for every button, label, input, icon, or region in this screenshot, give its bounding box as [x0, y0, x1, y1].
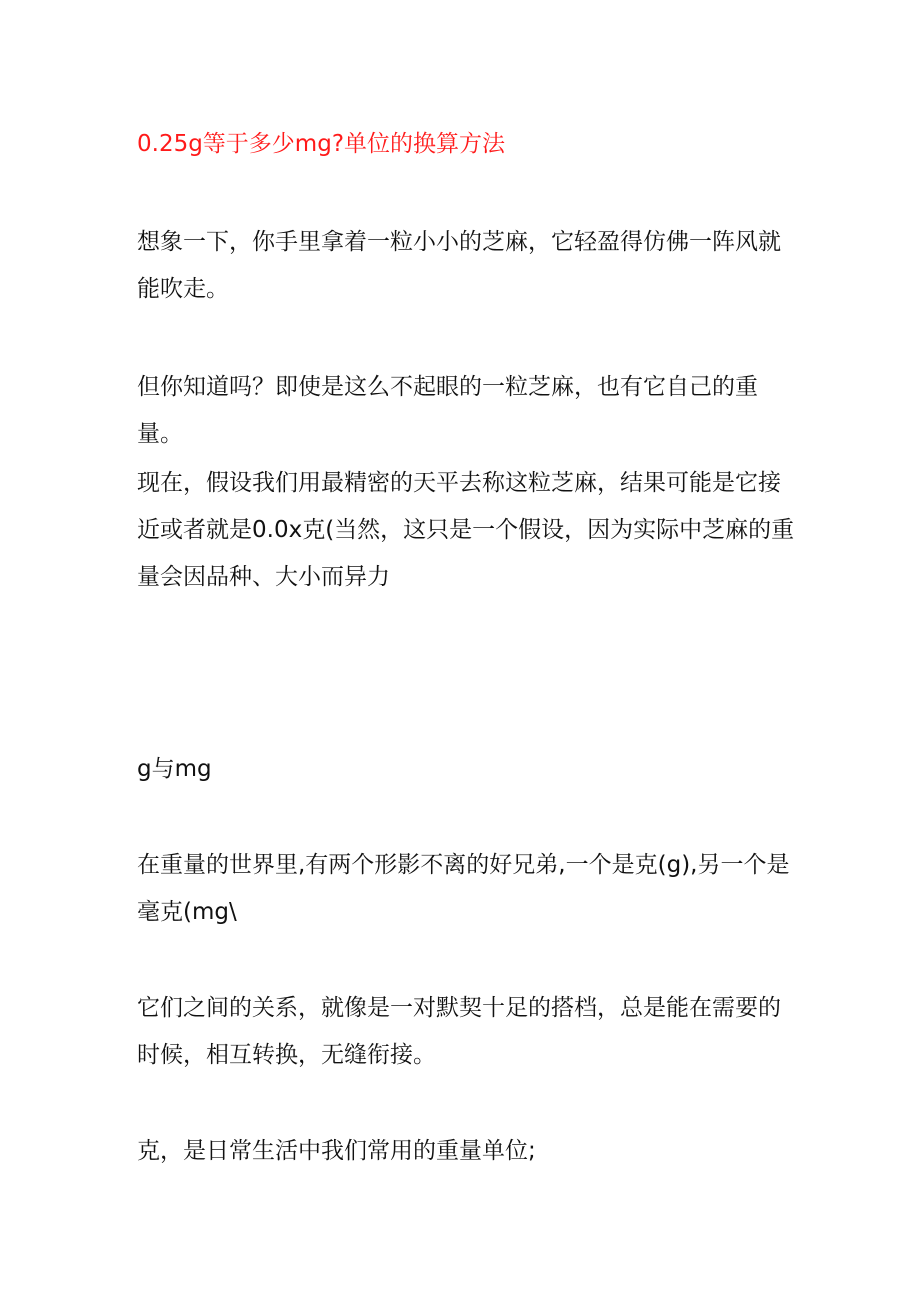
paragraph-sesame-imagine: 想象一下，你手里拿着一粒小小的芝麻，它轻盈得仿佛一阵风就能吹走。: [137, 229, 781, 302]
paragraph-balance-hypothesis: 现在，假设我们用最精密的天平去称这粒芝麻，结果可能是它接近或者就是0.0x克(当然，这只是一个假设，因为实际中芝麻的重量会因品种、大小而异力: [137, 470, 795, 590]
section-heading-g-mg: g与mg: [137, 756, 212, 782]
paragraph-unit-relationship: 它们之间的关系，就像是一对默契十足的搭档，总是能在需要的时候，相互转换，无缝衔接。: [137, 995, 781, 1068]
paragraph-gram-definition: 克，是日常生活中我们常用的重量单位;: [137, 1138, 536, 1164]
paragraph-sesame-weight: 但你知道吗？即使是这么不起眼的一粒芝麻，也有它自己的重量。: [137, 374, 758, 447]
paragraph-two-units: 在重量的世界里,有两个形影不离的好兄弟,一个是克(g),另一个是毫克(mg\: [137, 852, 790, 925]
page-title: 0.25g等于多少mg?单位的换算方法: [137, 131, 506, 157]
